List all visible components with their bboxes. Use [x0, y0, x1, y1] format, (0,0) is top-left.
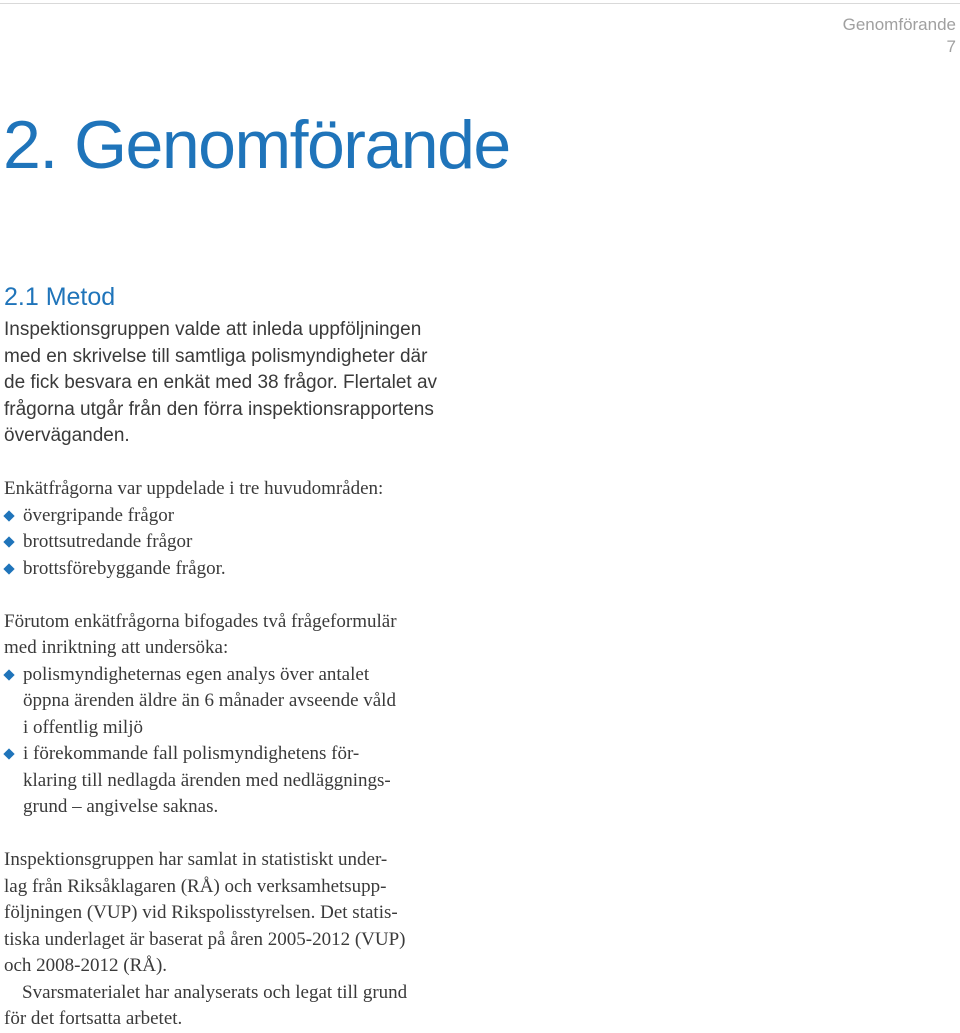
list-item-line: grund – angivelse saknas. — [23, 796, 219, 817]
list-item-line: öppna ärenden äldre än 6 månader avseende våld — [23, 690, 396, 711]
intro-line: Inspektionsgruppen valde att inleda uppföljningen — [4, 319, 422, 340]
forms-lead — [4, 609, 484, 662]
list-item-text: brottsutredande frågor — [23, 531, 193, 552]
running-title: Genomförande — [842, 15, 956, 34]
diamond-bullet-icon — [3, 748, 14, 759]
list-item-text: brottsförebyggande frågor. — [23, 557, 226, 579]
list-item — [4, 529, 484, 556]
forms-lead-line: Förutom enkätfrågorna bifogades två frågeformulär — [4, 610, 397, 632]
list-item — [4, 662, 484, 742]
closing-line: för det fortsatta arbetet. — [4, 1008, 183, 1029]
stats-line: och 2008-2012 (RÅ). — [4, 955, 168, 976]
intro-line: frågorna utgår från den förra inspektionsrapportens — [4, 398, 434, 420]
section-body — [4, 317, 484, 1033]
diamond-bullet-icon — [3, 510, 14, 521]
stats-line: lag från Riksåklagaren (RÅ) och verksamhetsupp- — [4, 875, 387, 897]
list-item-line: klaring till nedlagda ärenden med nedläggnings- — [23, 769, 391, 791]
list-item — [4, 556, 484, 583]
closing-paragraph — [4, 980, 484, 1033]
stats-line: tiska underlaget är baserat på åren 2005-2012 (VUP) — [4, 928, 406, 950]
stats-paragraph — [4, 847, 484, 980]
top-rule — [0, 3, 960, 4]
diamond-bullet-icon — [3, 669, 14, 680]
running-header — [843, 14, 956, 58]
paragraph-gap — [4, 450, 484, 477]
list-item-text: övergripande frågor — [23, 504, 175, 526]
list-item-line: i förekommande fall polismyndighetens för- — [23, 743, 360, 764]
areas-lead: Enkätfrågorna var uppdelade i tre huvudområden: — [4, 478, 384, 499]
list-item-line: polismyndigheternas egen analys över antalet — [23, 663, 370, 685]
intro-line: de fick besvara en enkät med 38 frågor. Flertalet av — [4, 372, 438, 393]
stats-line: följningen (VUP) vid Rikspolisstyrelsen. Det statis- — [4, 902, 398, 923]
list-item — [4, 741, 484, 821]
section-heading: 2.1 Metod — [4, 283, 116, 311]
forms-list — [4, 662, 484, 821]
intro-line: överväganden. — [4, 425, 130, 446]
page-number: 7 — [946, 37, 956, 56]
areas-list — [4, 503, 484, 583]
list-item-line: i offentlig miljö — [23, 716, 143, 738]
forms-lead-line: med inriktning att undersöka: — [4, 637, 229, 658]
stats-line: Inspektionsgruppen har samlat in statistiskt under- — [4, 849, 388, 870]
chapter-title: 2. Genomförande — [3, 107, 510, 183]
closing-line: Svarsmaterialet har analyserats och legat till grund — [22, 981, 408, 1003]
paragraph-gap — [4, 582, 484, 609]
diamond-bullet-icon — [3, 536, 14, 547]
list-item — [4, 503, 484, 530]
diamond-bullet-icon — [3, 563, 14, 574]
intro-paragraph — [4, 317, 484, 450]
intro-line: med en skrivelse till samtliga polismyndigheter där — [4, 345, 428, 367]
paragraph-gap — [4, 821, 484, 848]
